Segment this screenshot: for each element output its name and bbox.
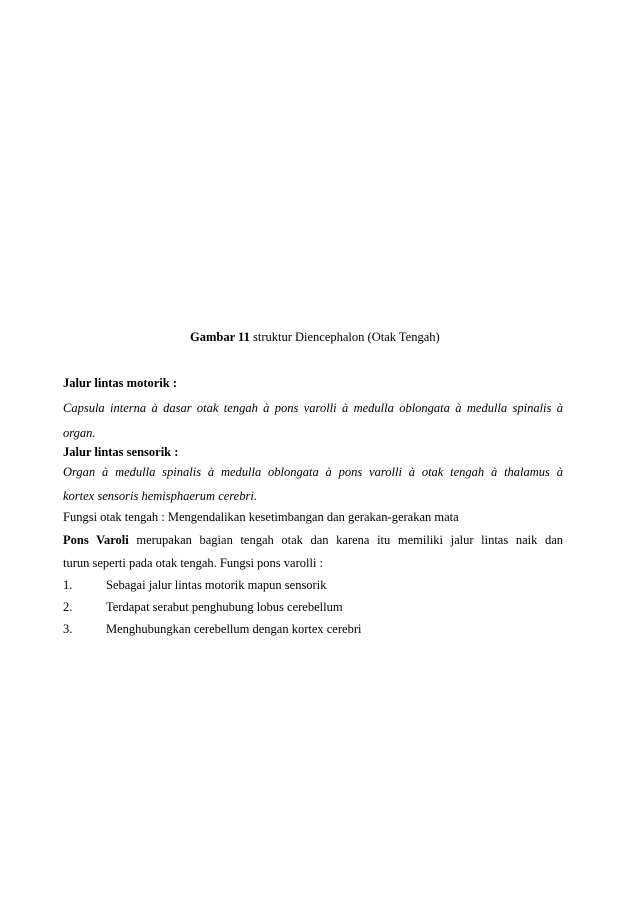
list-item-number: 3. xyxy=(63,622,73,636)
sensorik-path-line-2: kortex sensoris hemisphaerum cerebri. xyxy=(63,489,257,503)
motorik-heading: Jalur lintas motorik : xyxy=(63,376,178,390)
motorik-path-line-2: organ. xyxy=(63,426,96,440)
list-item-text: Terdapat serabut penghubung lobus cerebellum xyxy=(106,600,343,614)
pons-paragraph-line-1 xyxy=(63,532,563,548)
pons-paragraph-line-2: turun seperti pada otak tengah. Fungsi pons varolli : xyxy=(63,556,324,570)
list-item-text: Menghubungkan cerebellum dengan kortex cerebri xyxy=(106,622,362,636)
motorik-path-line-1: Capsula interna à dasar otak tengah à pons varolli à medulla oblongata à medulla spinalis à xyxy=(63,401,563,415)
figure-label: Gambar 11 xyxy=(190,330,250,344)
list-item-number: 1. xyxy=(63,578,73,592)
sensorik-path-line-1: Organ à medulla spinalis à medulla oblongata à pons varolli à otak tengah à thalamus à xyxy=(63,465,563,479)
figure-caption xyxy=(190,330,440,345)
pons-term: Pons Varoli xyxy=(63,533,129,547)
list-item-number: 2. xyxy=(63,600,73,614)
sensorik-heading: Jalur lintas sensorik : xyxy=(63,445,179,459)
fungsi-otak-tengah: Fungsi otak tengah : Mengendalikan kesetimbangan dan gerakan-gerakan mata xyxy=(63,510,459,524)
list-item-text: Sebagai jalur lintas motorik mapun sensorik xyxy=(106,578,327,592)
figure-caption-text: struktur Diencephalon (Otak Tengah) xyxy=(252,330,440,344)
pons-line-1-rest: merupakan bagian tengah otak dan karena itu memiliki jalur lintas naik dan xyxy=(136,533,564,547)
